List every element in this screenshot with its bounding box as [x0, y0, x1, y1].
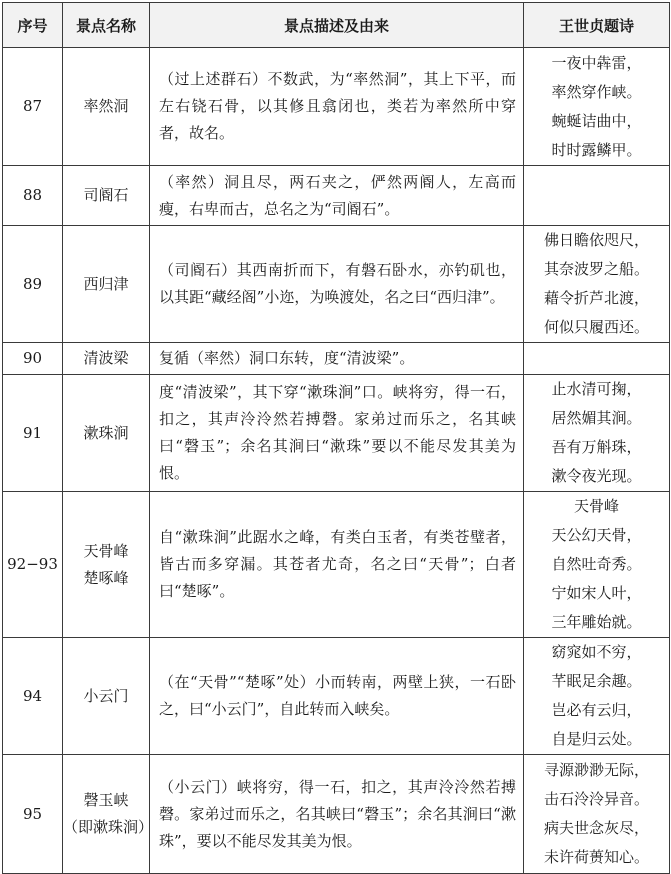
spot-description: 度“清波梁”，其下穿“漱珠涧”口。峡将穷，得一石，扣之，其声泠泠然若搏磬。家弟过而乐之，名其峡曰“磬玉”；余名其涧曰“漱珠”要以不能尽发其美为恨。	[150, 375, 524, 492]
poem-line: 天公幻天骨，	[551, 526, 642, 544]
scenic-spots-table	[2, 2, 670, 874]
poem-line: 藉令折芦北渡，	[543, 289, 649, 307]
poem	[524, 638, 670, 755]
header-row	[3, 3, 670, 48]
spot-name	[63, 343, 150, 375]
row-number: 95	[3, 755, 63, 874]
spot-name	[63, 226, 150, 343]
table-row	[3, 226, 670, 343]
spot-description: （小云门）峡将穷，得一石，扣之，其声泠泠然若搏磬。家弟过而乐之，名其峡曰“磬玉”；余名其涧曰“漱珠”，要以不能尽发其美为恨。	[150, 755, 524, 874]
poem-line: 病夫世念灰尽，	[543, 819, 649, 837]
poem-line: 止水清可掬，	[551, 380, 642, 398]
spot-name-line: 磬玉峡	[83, 791, 129, 809]
table-row	[3, 166, 670, 226]
spot-description: （过上述群石）不数武，为“率然洞”，其上下平，而左右铙石骨，以其修且翕闭也，类若为率然所中穿者，故名。	[150, 48, 524, 166]
spot-name-line: 天骨峰	[83, 541, 129, 560]
row-number: 91	[3, 375, 63, 492]
spot-name	[63, 166, 150, 226]
poem-line: 时时露鳞甲。	[551, 140, 642, 159]
poem	[524, 226, 670, 343]
poem-line: 寻源渺渺无际，	[543, 761, 649, 779]
poem-line: 宁如宋人叶，	[551, 584, 642, 602]
spot-name	[63, 755, 154, 874]
poem	[524, 755, 670, 874]
spot-name-line: 率然洞	[83, 97, 129, 115]
spot-name-line: 漱珠涧	[83, 423, 129, 442]
row-number: 89	[3, 226, 63, 343]
spot-name	[63, 48, 150, 166]
spot-description: （率然）洞且尽，两石夹之，俨然两阍人，左高而瘦，右卑而古，总名之为“司阍石”。	[150, 166, 524, 226]
row-number: 90	[3, 343, 63, 375]
spot-name-line: （即漱珠涧）	[63, 818, 154, 836]
poem-line: 居然媚其涧。	[551, 409, 642, 427]
poem-line: 未许荷蒉知心。	[543, 848, 649, 866]
poem-line: 其奈波罗之船。	[543, 260, 649, 278]
spot-name	[63, 638, 150, 755]
spot-name-line: 楚啄峰	[83, 568, 129, 587]
poem-line: 击石泠泠异音。	[543, 790, 649, 808]
row-number: 87	[3, 48, 63, 166]
spot-name-line: 清波梁	[83, 349, 129, 367]
poem-line: 一夜中犇雷，	[551, 53, 642, 72]
header-number: 序号	[3, 3, 63, 48]
poem-line: 吾有万斛珠，	[551, 438, 642, 456]
spot-name	[63, 375, 150, 492]
spot-name	[63, 492, 150, 638]
spot-name-line: 司阍石	[83, 186, 129, 204]
row-number: 94	[3, 638, 63, 755]
poem	[524, 492, 670, 638]
poem-line: 何似只履西还。	[543, 318, 649, 336]
poem	[524, 166, 670, 226]
table-row	[3, 375, 670, 492]
poem	[524, 48, 670, 166]
poem	[524, 343, 670, 375]
spot-name-line: 小云门	[83, 686, 129, 705]
poem	[524, 375, 670, 492]
poem-line: 芊眠足余趣。	[551, 672, 642, 690]
poem-line: 率然穿作峡。	[551, 82, 642, 101]
poem-line: 漱令夜光现。	[551, 467, 642, 485]
poem-line: 岂必有云归，	[551, 701, 642, 719]
poem-line: 窈窕如不穷，	[551, 643, 642, 661]
spot-name-line: 西归津	[83, 274, 129, 293]
poem-line: 三年雕始就。	[551, 613, 642, 631]
header-poem: 王世贞题诗	[524, 3, 670, 48]
table-row	[3, 638, 670, 755]
table-row	[3, 755, 670, 874]
header-description: 景点描述及由来	[150, 3, 524, 48]
spot-description: （在“天骨”“楚啄”处）小而转南，两壁上狭，一石卧之，曰“小云门”，自此转而入峡矣。	[150, 638, 524, 755]
poem-line: 自然吐奇秀。	[551, 555, 642, 573]
table-row	[3, 48, 670, 166]
spot-description: （司阍石）其西南折而下，有磐石卧水，亦钓矶也，以其距“藏经阁”小迩，为唤渡处，名之曰“西归津”。	[150, 226, 524, 343]
spot-description: 复循（率然）洞口东转，度“清波梁”。	[150, 343, 524, 375]
row-number: 92−93	[3, 492, 63, 638]
spot-description: 自“漱珠涧”此踞水之峰，有类白玉者，有类苍璧者，皆古而多穿漏。其苍者尤奇，名之曰“天骨”；白者曰“楚啄”。	[150, 492, 524, 638]
poem-line: 自是归云处。	[551, 730, 642, 748]
table-row	[3, 343, 670, 375]
poem-line: 佛日瞻依咫尺，	[543, 231, 649, 249]
poem-line: 蜿蜒诘曲中，	[551, 111, 642, 130]
table-row	[3, 492, 670, 638]
row-number: 88	[3, 166, 63, 226]
poem-line: 天骨峰	[573, 497, 619, 515]
header-spot-name: 景点名称	[63, 3, 150, 48]
